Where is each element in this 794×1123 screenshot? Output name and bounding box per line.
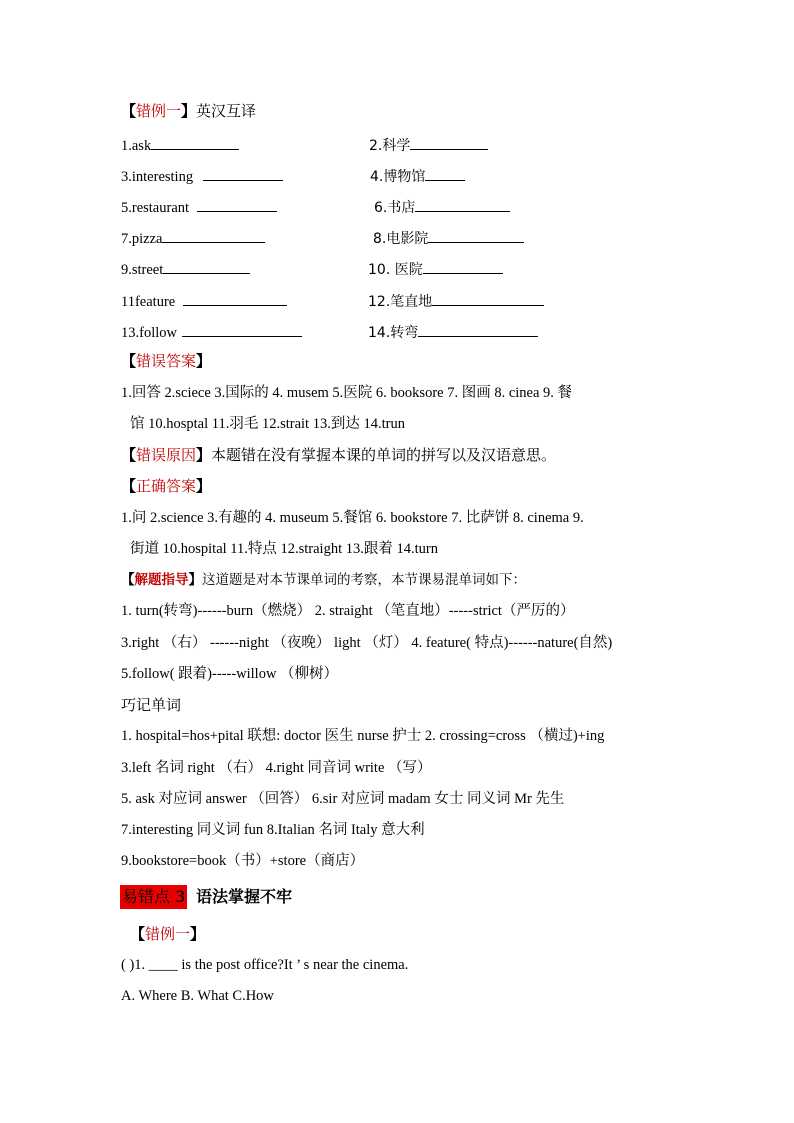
question-13: 13.follow — [121, 321, 302, 343]
question-9: 9.street — [121, 258, 250, 280]
question-12: 12.笔直地 — [368, 290, 544, 312]
guide-line-3: 5.follow( 跟着)-----willow （柳树） — [121, 666, 339, 682]
wrong-reason: 【错误原因】本题错在没有掌握本课的单词的拼写以及汉语意思。 — [121, 446, 557, 464]
guide-heading: 【解题指导】这道题是对本节课单词的考察，本节课易混单词如下： — [121, 572, 526, 588]
answer-blank — [183, 290, 287, 306]
question-3: 3.interesting — [121, 165, 283, 187]
memory-line-2: 3.left 名词 right （右） 4.right 同音词 write （写） — [121, 760, 432, 776]
question-5: 5.restaurant — [121, 196, 277, 218]
question-2: 2.科学 — [369, 134, 488, 156]
answer-blank — [410, 134, 488, 150]
memory-line-5: 9.bookstore=book（书）+store（商店） — [121, 853, 365, 869]
correct-answer-line-1: 1.问 2.science 3.有趣的 4. museum 5.餐馆 6. bookstore 7. 比萨饼 8. cinema 9. — [121, 510, 584, 526]
answer-blank — [203, 165, 283, 181]
wrong-answer-line-2: 馆 10.hosptal 11.羽毛 12.strait 13.到达 14.trun — [130, 416, 405, 432]
answer-blank — [428, 227, 524, 243]
question-4: 4.博物馆 — [370, 165, 465, 187]
answer-blank — [163, 258, 250, 274]
correct-answer-heading: 【正确答案】 — [121, 477, 212, 495]
answer-blank — [425, 165, 465, 181]
question-14: 14.转弯 — [368, 321, 538, 343]
section1-heading: 【错例一】英汉互译 — [121, 102, 257, 120]
correct-answer-line-2: 街道 10.hospital 11.特点 12.straight 13.跟着 14.turn — [130, 541, 438, 557]
grammar-question-1-options: A. Where B. What C.How — [121, 988, 274, 1004]
question-7: 7.pizza — [121, 227, 265, 249]
question-11: 11feature — [121, 290, 287, 312]
guide-line-1: 1. turn(转弯)------burn（燃烧） 2. straight （笔直地）-----strict（严厉的） — [121, 603, 575, 619]
memory-line-4: 7.interesting 同义词 fun 8.Italian 名词 Italy 意大利 — [121, 822, 425, 838]
wrong-answer-line-1: 1.回答 2.sciece 3.国际的 4. musem 5.医院 6. booksore 7. 图画 8. cinea 9. 餐 — [121, 385, 573, 401]
wrong-answer-heading: 【错误答案】 — [121, 352, 212, 370]
answer-blank — [432, 290, 544, 306]
question-8: 8.电影院 — [373, 227, 524, 249]
memory-line-3: 5. ask 对应词 answer （回答） 6.sir 对应词 madam 女士 同义词 Mr 先生 — [121, 791, 565, 807]
question-10: 10. 医院 — [368, 258, 503, 280]
section1-label: 错例一 — [136, 102, 182, 120]
question-1: 1.ask — [121, 134, 239, 156]
answer-blank — [162, 227, 265, 243]
answer-blank — [151, 134, 239, 150]
error-point-tag: 易错点 3 — [120, 885, 187, 909]
grammar-question-1: ( )1. ____ is the post office?It ’ s near the cinema. — [121, 957, 409, 973]
memory-title: 巧记单词 — [121, 696, 182, 714]
answer-blank — [418, 321, 538, 337]
section2-heading: 【错例一】 — [130, 925, 206, 943]
error-point-title: 语法掌握不牢 — [196, 887, 293, 906]
answer-blank — [415, 196, 510, 212]
question-6: 6.书店 — [374, 196, 510, 218]
guide-line-2: 3.right （右） ------night （夜晚） light （灯） 4. feature( 特点)------nature(自然) — [121, 635, 613, 651]
answer-blank — [182, 321, 302, 337]
answer-blank — [197, 196, 277, 212]
answer-blank — [423, 258, 503, 274]
memory-line-1: 1. hospital=hos+pital 联想: doctor 医生 nurse 护士 2. crossing=cross （横过)+ing — [121, 728, 605, 744]
section1-title: 英汉互译 — [196, 102, 257, 120]
